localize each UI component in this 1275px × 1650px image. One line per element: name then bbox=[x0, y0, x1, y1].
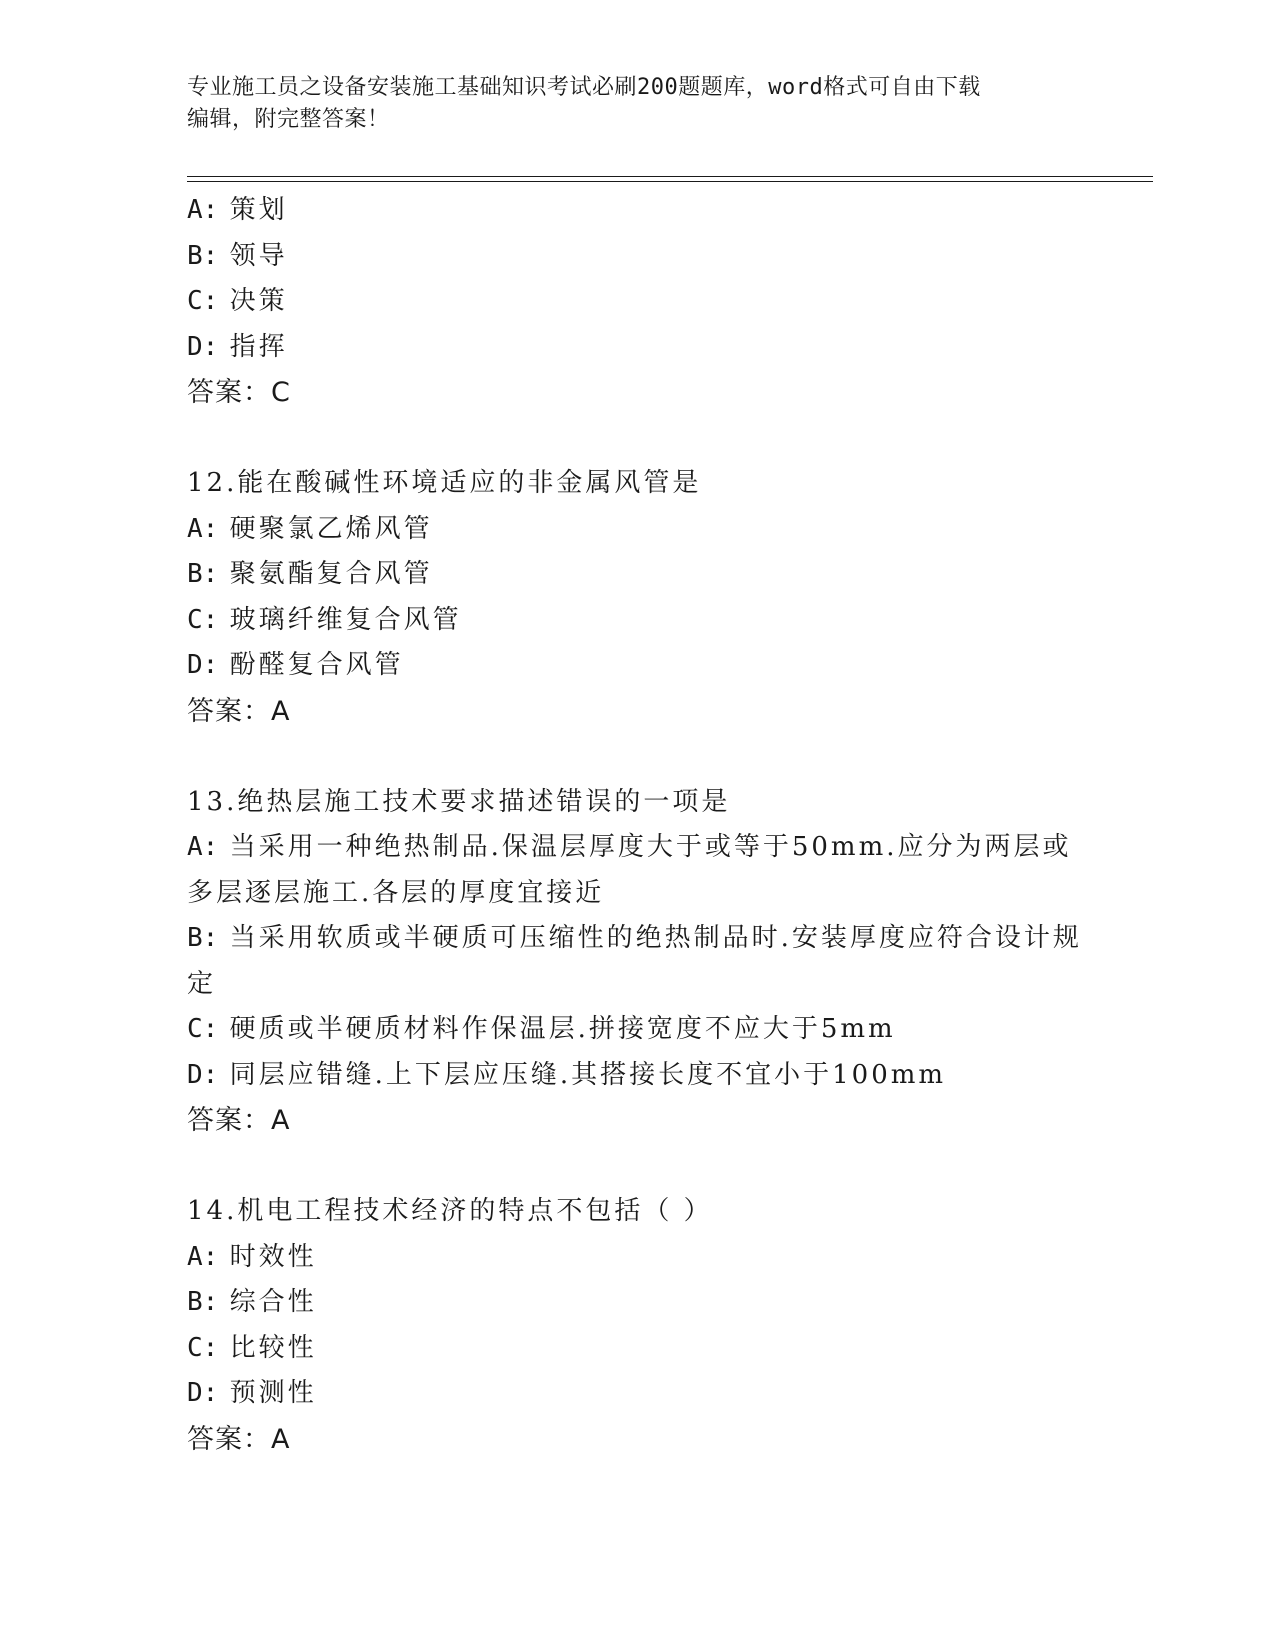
question-block-11 bbox=[187, 188, 1117, 416]
answer: 答案：A bbox=[187, 1423, 291, 1455]
document-header bbox=[187, 72, 1067, 136]
question-text: 14.机电工程技术经济的特点不包括（ ） bbox=[187, 1196, 713, 1226]
header-title-line-1: 专业施工员之设备安装施工基础知识考试必刷200题题库，word格式可自由下载 bbox=[187, 75, 981, 100]
answer: 答案：A bbox=[187, 695, 291, 727]
option-a: A: 策划 bbox=[187, 195, 288, 225]
option-a: A: 当采用一种绝热制品.保温层厚度大于或等于50mm.应分为两层或多层逐层施工.各层的厚度宜接近 bbox=[187, 832, 1072, 908]
header-divider-bottom bbox=[187, 181, 1153, 182]
option-c: C: 玻璃纤维复合风管 bbox=[187, 604, 462, 635]
question-text: 12.能在酸碱性环境适应的非金属风管是 bbox=[187, 468, 702, 498]
question-block-12 bbox=[187, 461, 1117, 735]
question-block-13 bbox=[187, 780, 1117, 1145]
option-b: B: 综合性 bbox=[187, 1287, 317, 1317]
question-block-14 bbox=[187, 1189, 1117, 1463]
spacer bbox=[187, 1144, 1117, 1189]
spacer bbox=[187, 416, 1117, 461]
option-a: A: 硬聚氯乙烯风管 bbox=[187, 513, 433, 544]
question-list bbox=[187, 188, 1117, 1463]
option-d: D: 指挥 bbox=[187, 331, 288, 362]
option-b: B: 领导 bbox=[187, 240, 288, 271]
option-d: D: 同层应错缝.上下层应压缝.其搭接长度不宜小于100mm bbox=[187, 1059, 947, 1090]
option-d: D: 预测性 bbox=[187, 1378, 317, 1408]
option-d: D: 酚醛复合风管 bbox=[187, 650, 404, 680]
answer: 答案：C bbox=[187, 377, 291, 408]
option-c: C: 比较性 bbox=[187, 1332, 317, 1363]
option-b: B: 聚氨酯复合风管 bbox=[187, 559, 433, 589]
header-title-line-2: 编辑，附完整答案！ bbox=[187, 107, 390, 132]
option-a: A: 时效性 bbox=[187, 1241, 317, 1272]
header-divider-top bbox=[187, 176, 1153, 177]
option-b: B: 当采用软质或半硬质可压缩性的绝热制品时.安装厚度应符合设计规定 bbox=[187, 923, 1082, 999]
spacer bbox=[187, 735, 1117, 780]
answer: 答案：A bbox=[187, 1105, 291, 1136]
question-text: 13.绝热层施工技术要求描述错误的一项是 bbox=[187, 786, 731, 817]
option-c: C: 硬质或半硬质材料作保温层.拼接宽度不应大于5mm bbox=[187, 1014, 896, 1044]
option-c: C: 决策 bbox=[187, 286, 288, 316]
